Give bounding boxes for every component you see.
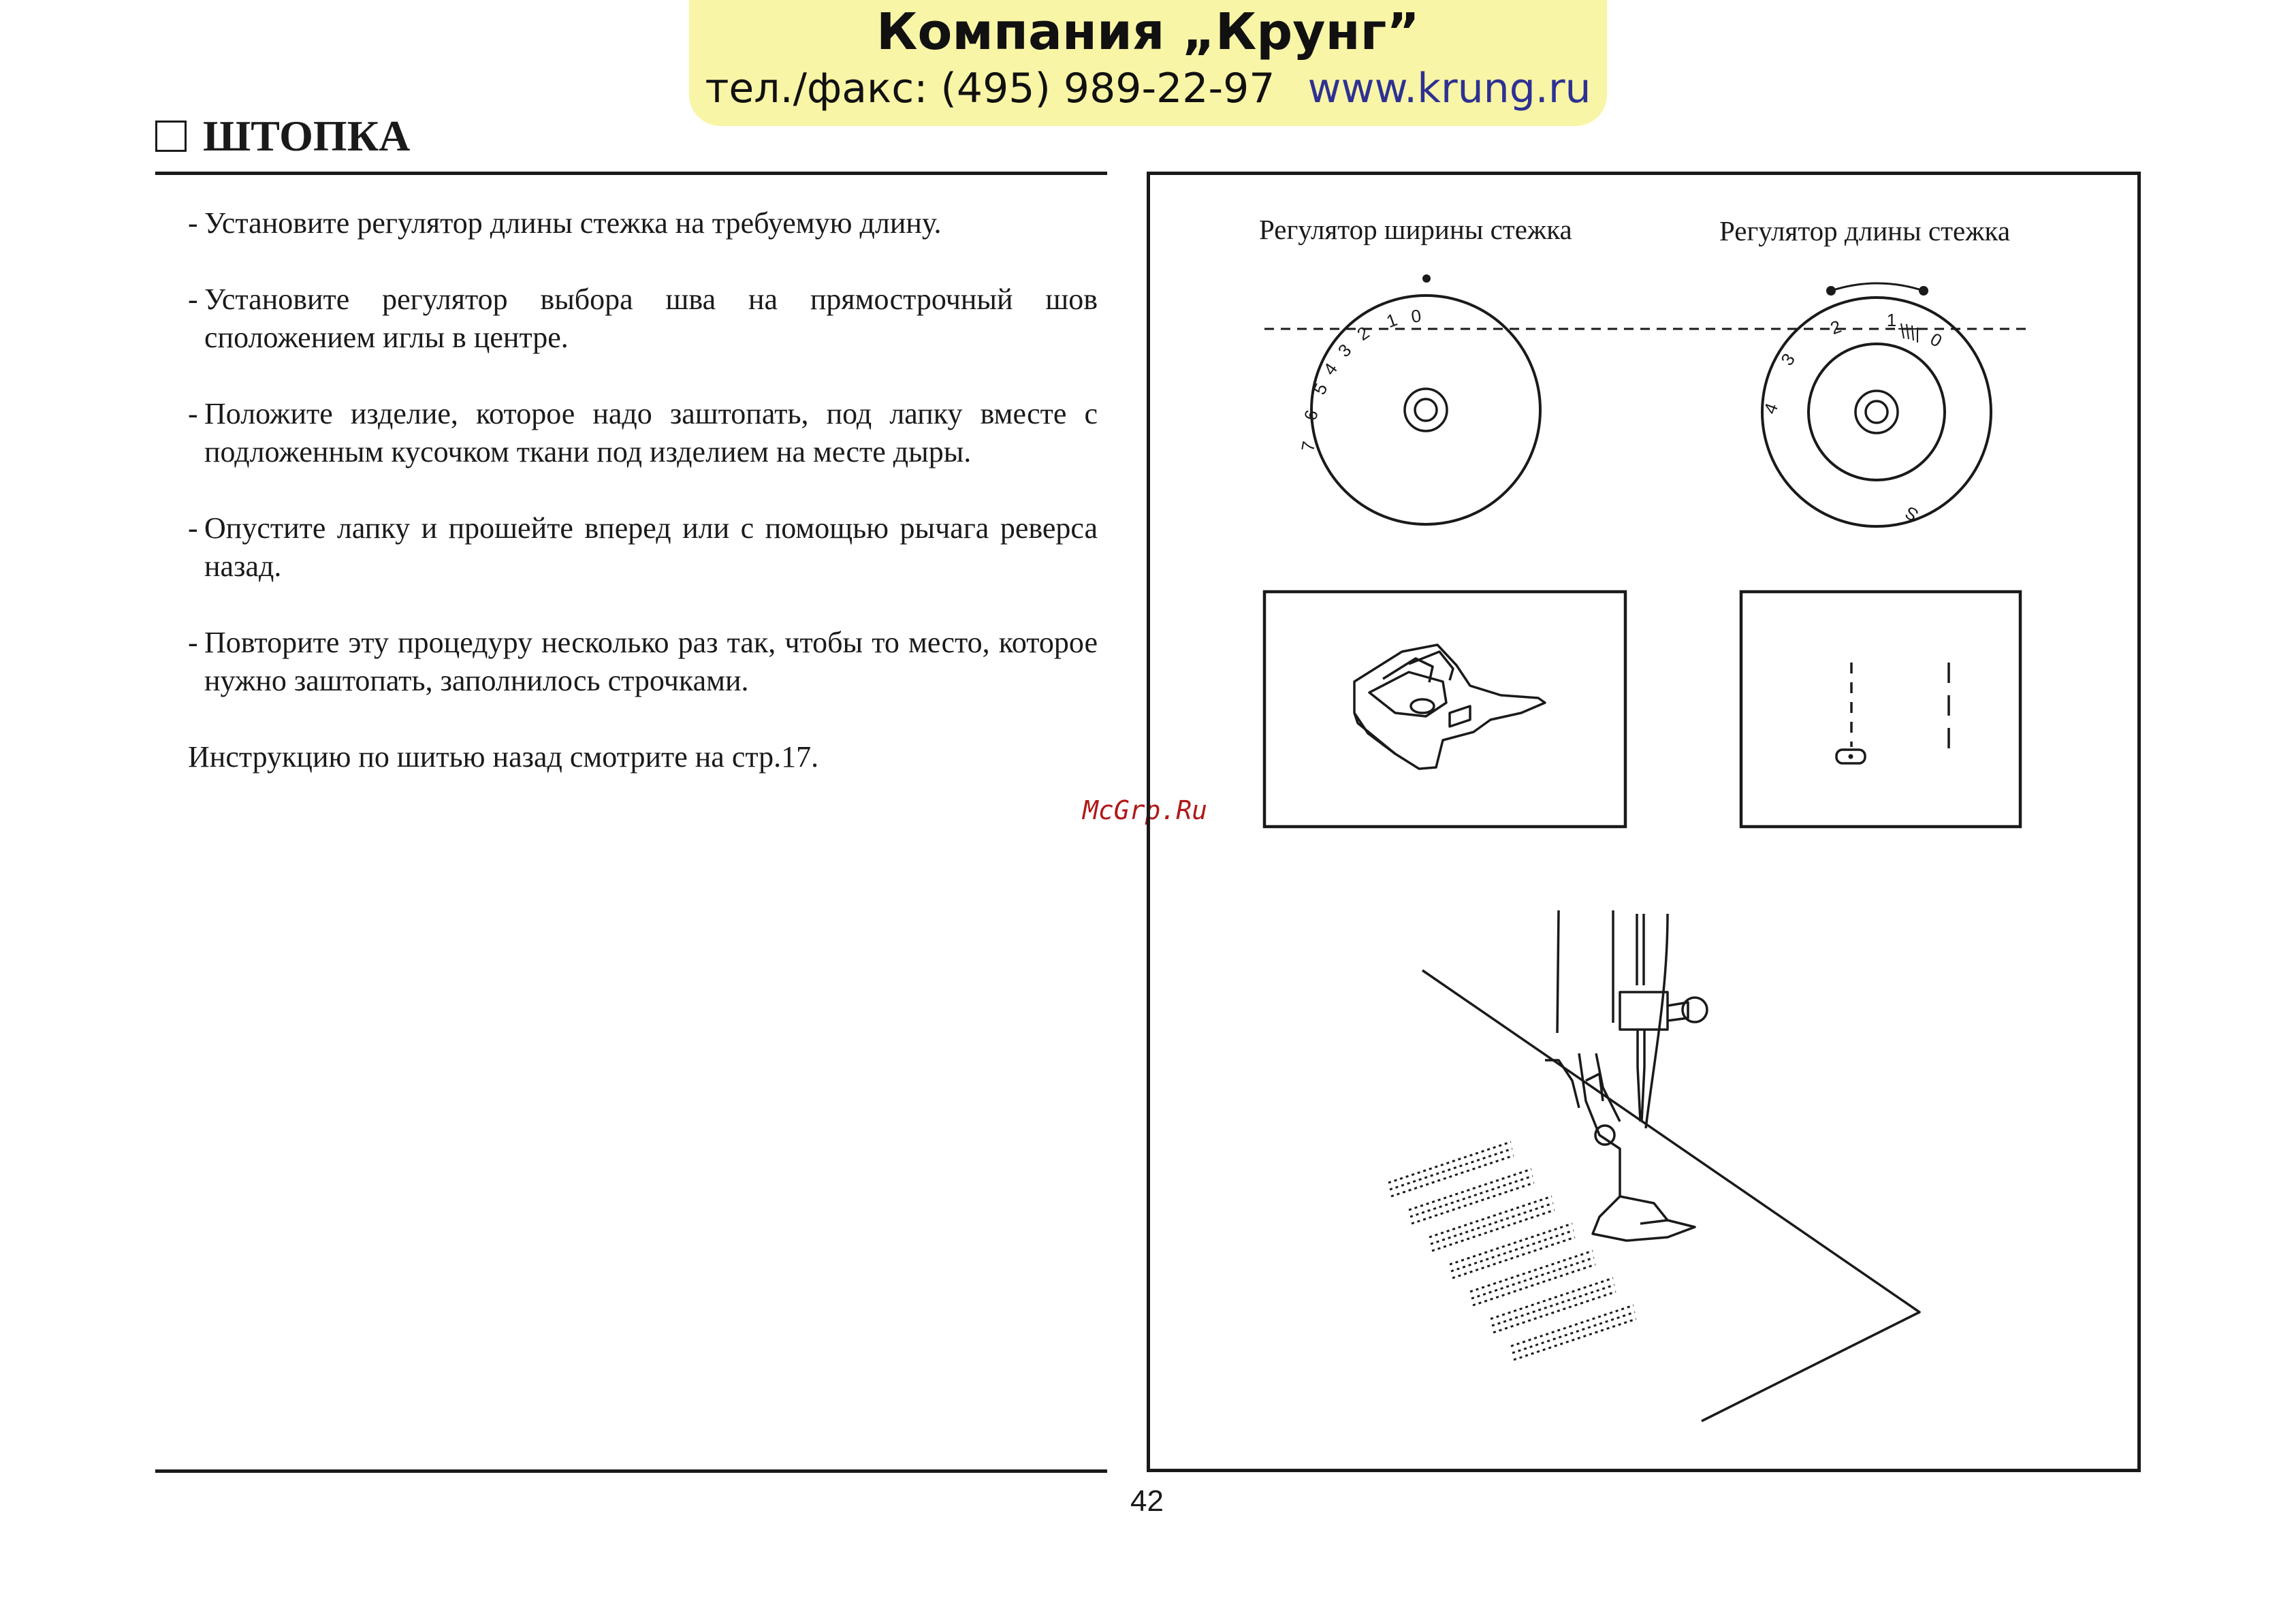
darning-stitches-icon [1388,1142,1636,1360]
illustration-drawing [1150,175,2137,1469]
width-dial-mark: 7 [1297,439,1320,453]
company-banner [689,0,1607,126]
instruction-list [188,204,1098,776]
length-dial-mark: 0 [1926,328,1946,351]
instruction-step: - Повторите эту процедуру несколько раз так, чтобы то место, которое нужно заштопать, заполнилось строчками. [188,624,1098,700]
width-dial-mark: 4 [1319,359,1342,379]
bottom-divider [155,1469,1107,1473]
length-dial-label: Регулятор длины стежка [1719,215,2011,246]
instruction-step: - Положите изделие, которое надо заштопать, под лапку вместе с подложенным кусочком ткани под изделием на месте дыры. [188,395,1098,471]
width-dial-icon [1297,274,1540,524]
watermark: McGrp.Ru [1083,795,1208,825]
width-dial-mark: 1 [1383,308,1400,332]
length-dial-mark: S [1901,502,1922,526]
width-dial-mark: 0 [1409,305,1422,327]
instruction-step: - Опустите лапку и прошейте вперед или с помощью рычага реверса назад. [188,509,1098,586]
presser-foot-icon [1264,592,1625,827]
length-dial-mark: 2 [1827,315,1844,339]
stitch-pattern-icon [1741,592,2020,827]
length-dial-mark: 4 [1759,400,1783,417]
instruction-step: - Установите регулятор выбора шва на прямострочный шов сположением иглы в центре. [188,281,1098,357]
width-dial-mark: 3 [1333,339,1356,362]
section-checkbox-icon [155,121,187,152]
section-title: ШТОПКА [203,112,411,160]
length-dial-icon [1759,283,1991,526]
instruction-step: - Установите регулятор длины стежка на требуемую длину. [188,204,1098,242]
section-heading [155,109,410,163]
top-divider [155,172,1107,175]
width-dial-mark: 2 [1353,322,1373,345]
width-dial-mark: 6 [1299,407,1322,423]
length-dial-mark: 3 [1777,349,1800,370]
company-contact [689,65,1607,112]
instruction-note: Инструкцию по шитью назад смотрите на стр.17. [188,740,819,774]
width-dial-mark: 5 [1309,380,1332,398]
page-number: 42 [1130,1484,1164,1518]
company-phone: тел./факс: (495) 989-22-97 [705,65,1275,112]
sewing-needle-darning-icon [1422,910,1919,1421]
length-dial-mark: 1 [1886,310,1897,330]
width-dial-label: Регулятор ширины стежка [1259,214,1572,245]
company-name: Компания „Крунг” [876,3,1420,61]
illustration-frame [1147,172,2141,1472]
company-website-link[interactable]: www.krung.ru [1307,65,1591,112]
